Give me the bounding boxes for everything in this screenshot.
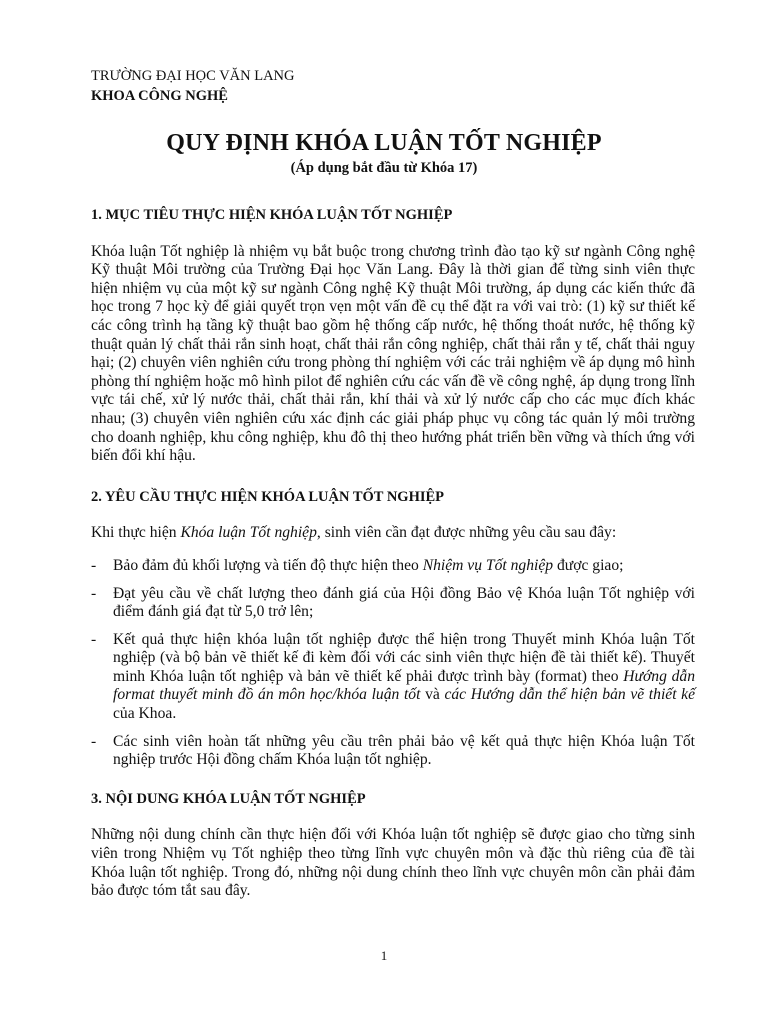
requirements-list (91, 557, 695, 770)
list-item (91, 557, 695, 576)
bullet-3-text: Kết quả thực hiện khóa luận tốt nghiệp được thể hiện trong Thuyết minh Khóa luận Tốt nghiệp (và bộ bản vẽ thiết kế đi kèm đối với các sinh viên thực hiện đề tài thiết kế). Thuyết minh Khóa luận tốt nghiệp và bản vẽ thiết kế phải được trình bày (format) theo (113, 630, 695, 685)
bullet-3-emphasis-2: các Hướng dẫn thể hiện bản vẽ thiết kế (444, 686, 696, 704)
bullet-4-text: Các sinh viên hoàn tất những yêu cầu trên phải bảo vệ kết quả thực hiện Khóa luận Tốt nghiệp trước Hội đồng chấm Khóa luận tốt nghiệp. (113, 732, 695, 769)
page-number: 1 (380, 948, 388, 963)
bullet-1-text-end: được giao; (553, 556, 624, 574)
section-1-paragraph: Khóa luận Tốt nghiệp là nhiệm vụ bắt buộc trong chương trình đào tạo kỹ sư ngành Công nghệ Kỹ thuật Môi trường của Trường Đại học Văn Lang. Đây là thời gian để từng sinh viên thực hiện nhiệm vụ của một kỹ sư ngành Công nghệ Kỹ thuật Môi trường, áp dụng các kiến thức đã học trong 7 học kỳ để giải quyết trọn vẹn một vấn đề cụ thể đặt ra với vai trò: (1) kỹ sư thiết kế các công trình hạ tầng kỹ thuật bao gồm hệ thống cấp nước, hệ thống thoát nước, hệ thống kỹ thuật quản lý chất thải rắn sinh hoạt, chất thải rắn công nghiệp, chất thải rắn y tế, chất thải nguy hại; (2) chuyên viên nghiên cứu trong phòng thí nghiệm với các trải nghiệm về áp dụng mô hình phòng thí nghiệm hoặc mô hình pilot để nghiên cứu các vấn đề về công nghệ, áp dụng trong lĩnh vực tái chế, xử lý nước thải, chất thải rắn, khí thải và xử lý nước cấp cho các mục đích khác nhau; (3) chuyên viên nghiên cứu xác định các giải pháp phục vụ công tác quản lý môi trường cho doanh nghiệp, khu công nghiệp, khu đô thị theo hướng phát triển bền vững và thích ứng với biến đổi khí hậu. (91, 242, 695, 465)
section-2-lead-text-end: , sinh viên cần đạt được những yêu cầu sau đây: (316, 524, 617, 542)
document-body (91, 206, 695, 923)
title-block (0, 127, 768, 177)
list-item (91, 733, 695, 770)
section-3-paragraph: Những nội dung chính cần thực hiện đối với Khóa luận tốt nghiệp sẽ được giao cho từng sinh viên trong Nhiệm vụ Tốt nghiệp theo từng lĩnh vực chuyên môn và đặc thù riêng của đề tài Khóa luận tốt nghiệp. Trong đó, những nội dung chính theo lĩnh vực chuyên môn cần phải đảm bảo được tóm tắt sau đây. (91, 826, 695, 900)
section-1-heading: 1. MỤC TIÊU THỰC HIỆN KHÓA LUẬN TỐT NGHIỆP (91, 207, 453, 223)
faculty-name: KHOA CÔNG NGHỆ (91, 88, 228, 104)
bullet-1-emphasis: Nhiệm vụ Tốt nghiệp (422, 556, 554, 574)
section-2-lead (91, 524, 695, 543)
section-2-heading: 2. YÊU CẦU THỰC HIỆN KHÓA LUẬN TỐT NGHIỆP (91, 488, 445, 505)
bullet-dash: - (91, 584, 97, 602)
document-subtitle: (Áp dụng bắt đầu từ Khóa 17) (290, 160, 478, 176)
document-header (91, 66, 295, 106)
bullet-1-text: Bảo đảm đủ khối lượng và tiến độ thực hiện theo (113, 556, 423, 574)
document-title: QUY ĐỊNH KHÓA LUẬN TỐT NGHIỆP (166, 130, 602, 156)
university-name: TRƯỜNG ĐẠI HỌC VĂN LANG (91, 68, 295, 84)
bullet-dash: - (91, 732, 97, 750)
list-item (91, 631, 695, 724)
section-3-heading: 3. NỘI DUNG KHÓA LUẬN TỐT NGHIỆP (91, 790, 366, 807)
bullet-3-emphasis-1: Hướng dẫn format thuyết minh đồ án môn học/khóa luận tốt (113, 667, 695, 704)
bullet-2-text: Đạt yêu cầu về chất lượng theo đánh giá của Hội đồng Bảo vệ Khóa luận Tốt nghiệp với điểm đánh giá đạt từ 5,0 trở lên; (113, 584, 695, 621)
bullet-3-text-mid: và (420, 686, 445, 704)
list-item (91, 585, 695, 622)
bullet-3-text-end: của Khoa. (113, 705, 177, 723)
bullet-dash: - (91, 630, 97, 648)
section-2-lead-text: Khi thực hiện (91, 524, 181, 542)
section-2-lead-emphasis: Khóa luận Tốt nghiệp (180, 524, 317, 542)
bullet-dash: - (91, 556, 97, 574)
